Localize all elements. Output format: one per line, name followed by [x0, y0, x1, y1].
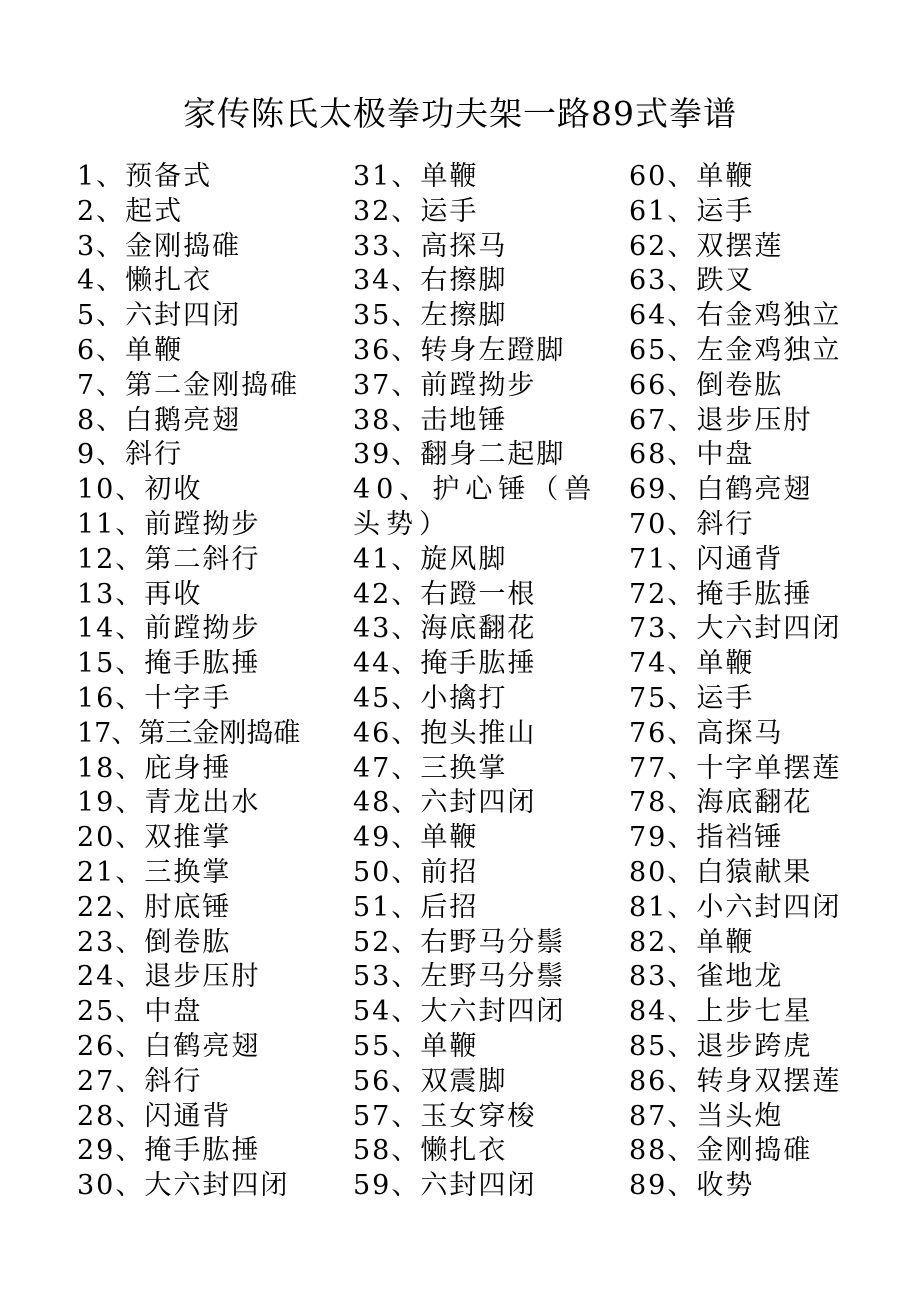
form-item: 73、大六封四闭: [629, 613, 842, 645]
form-item: 49、单鞭: [353, 822, 479, 854]
form-item: 37、前蹚拗步: [353, 369, 537, 401]
form-item: 74、单鞭: [629, 648, 755, 680]
form-item: 12、第二斜行: [77, 543, 261, 575]
form-item: 85、退步跨虎: [629, 1030, 813, 1062]
form-item: 28、闪通背: [77, 1100, 232, 1132]
form-item: 55、单鞭: [353, 1030, 479, 1062]
form-item: 25、中盘: [77, 996, 203, 1028]
form-item: 86、转身双摆莲: [629, 1065, 842, 1097]
form-item: 11、前蹚拗步: [77, 508, 261, 540]
form-list-column-2: [353, 160, 625, 1204]
form-item: 59、六封四闭: [353, 1170, 537, 1202]
form-item: 42、右蹬一根: [353, 578, 537, 610]
form-item: 21、三换掌: [77, 856, 232, 888]
form-item: 16、十字手: [77, 682, 232, 714]
form-item: 23、倒卷肱: [77, 926, 232, 958]
form-item: 15、掩手肱捶: [77, 648, 261, 680]
form-item: 44、掩手肱捶: [353, 648, 537, 680]
form-item: 51、后招: [353, 891, 479, 923]
form-item: 82、单鞭: [629, 926, 755, 958]
form-item: 14、前蹚拗步: [77, 613, 261, 645]
form-item: 80、白猿献果: [629, 856, 813, 888]
form-item: 70、斜行: [629, 508, 755, 540]
form-item: 67、退步压肘: [629, 404, 813, 436]
form-item: 50、前招: [353, 856, 479, 888]
form-item: 46、抱头推山: [353, 717, 537, 749]
form-item: 84、上步七星: [629, 996, 813, 1028]
form-item: 54、大六封四闭: [353, 996, 566, 1028]
form-item: 53、左野马分鬃: [353, 961, 566, 993]
form-item: 78、海底翻花: [629, 787, 813, 819]
form-item: 57、玉女穿梭: [353, 1100, 537, 1132]
form-item: 71、闪通背: [629, 543, 784, 575]
form-list-column-3: [629, 160, 901, 1204]
form-item: 61、运手: [629, 195, 755, 227]
form-item: 62、双摆莲: [629, 230, 784, 262]
form-item: 6、单鞭: [77, 334, 184, 366]
form-item: 48、六封四闭: [353, 787, 537, 819]
form-item: 10、初收: [77, 474, 203, 506]
form-item: 83、雀地龙: [629, 961, 784, 993]
form-item: 45、小擒打: [353, 682, 508, 714]
form-item: 33、高探马: [353, 230, 508, 262]
form-item: 2、起式: [77, 195, 184, 227]
form-item: 32、运手: [353, 195, 479, 227]
form-item: 81、小六封四闭: [629, 891, 842, 923]
form-item: 36、转身左蹬脚: [353, 334, 566, 366]
form-item: 89、收势: [629, 1170, 755, 1202]
form-item: 24、退步压肘: [77, 961, 261, 993]
form-item: 63、跌叉: [629, 265, 755, 297]
form-item: 39、翻身二起脚: [353, 439, 566, 471]
form-item: 76、高探马: [629, 717, 784, 749]
form-item: 65、左金鸡独立: [629, 334, 842, 366]
form-item: 3、金刚捣碓: [77, 230, 242, 262]
form-item: 79、指裆锤: [629, 822, 784, 854]
form-item: 35、左擦脚: [353, 300, 508, 332]
form-item: 1、预备式: [77, 161, 213, 192]
form-item: 22、肘底锤: [77, 891, 232, 923]
form-item: 27、斜行: [77, 1065, 203, 1097]
form-item: 87、当头炮: [629, 1100, 784, 1132]
form-item: 47、三换掌: [353, 752, 508, 784]
form-item: 88、金刚捣碓: [629, 1135, 813, 1167]
form-item: 30、大六封四闭: [77, 1170, 290, 1202]
form-item: 13、再收: [77, 578, 203, 610]
form-item: 77、十字单摆莲: [629, 752, 842, 784]
form-item: 17、第三金刚捣碓: [77, 717, 301, 749]
form-item: 58、懒扎衣: [353, 1135, 508, 1167]
form-list-column-1: [77, 160, 349, 1204]
form-item: 4、懒扎衣: [77, 265, 213, 297]
form-item: 66、倒卷肱: [629, 369, 784, 401]
form-item: 64、右金鸡独立: [629, 300, 842, 332]
form-item: 9、斜行: [77, 439, 184, 471]
form-item: 19、青龙出水: [77, 787, 261, 819]
form-item: 60、单鞭: [629, 161, 755, 192]
page-title: 家传陈氏太极拳功夫架一路89式拳谱: [183, 94, 737, 133]
form-item: 68、中盘: [629, 439, 755, 471]
form-item: 52、右野马分鬃: [353, 926, 566, 958]
form-item: 38、击地锤: [353, 404, 508, 436]
form-item: 56、双震脚: [353, 1065, 508, 1097]
form-item: 31、单鞭: [353, 161, 479, 192]
form-item: 41、旋风脚: [353, 543, 508, 575]
form-item: 75、运手: [629, 682, 755, 714]
form-item: 5、六封四闭: [77, 300, 242, 332]
form-item: 69、白鹤亮翅: [629, 474, 813, 506]
form-item: 34、右擦脚: [353, 265, 508, 297]
form-item: 26、白鹤亮翅: [77, 1030, 261, 1062]
form-item: 20、双推掌: [77, 822, 232, 854]
form-item: 40、护心锤（兽头势）: [353, 474, 598, 540]
form-item: 43、海底翻花: [353, 613, 537, 645]
form-item: 7、第二金刚捣碓: [77, 369, 300, 401]
form-item: 8、白鹅亮翅: [77, 404, 242, 436]
form-item: 18、庇身捶: [77, 752, 232, 784]
form-item: 29、掩手肱捶: [77, 1135, 261, 1167]
form-item: 72、掩手肱捶: [629, 578, 813, 610]
